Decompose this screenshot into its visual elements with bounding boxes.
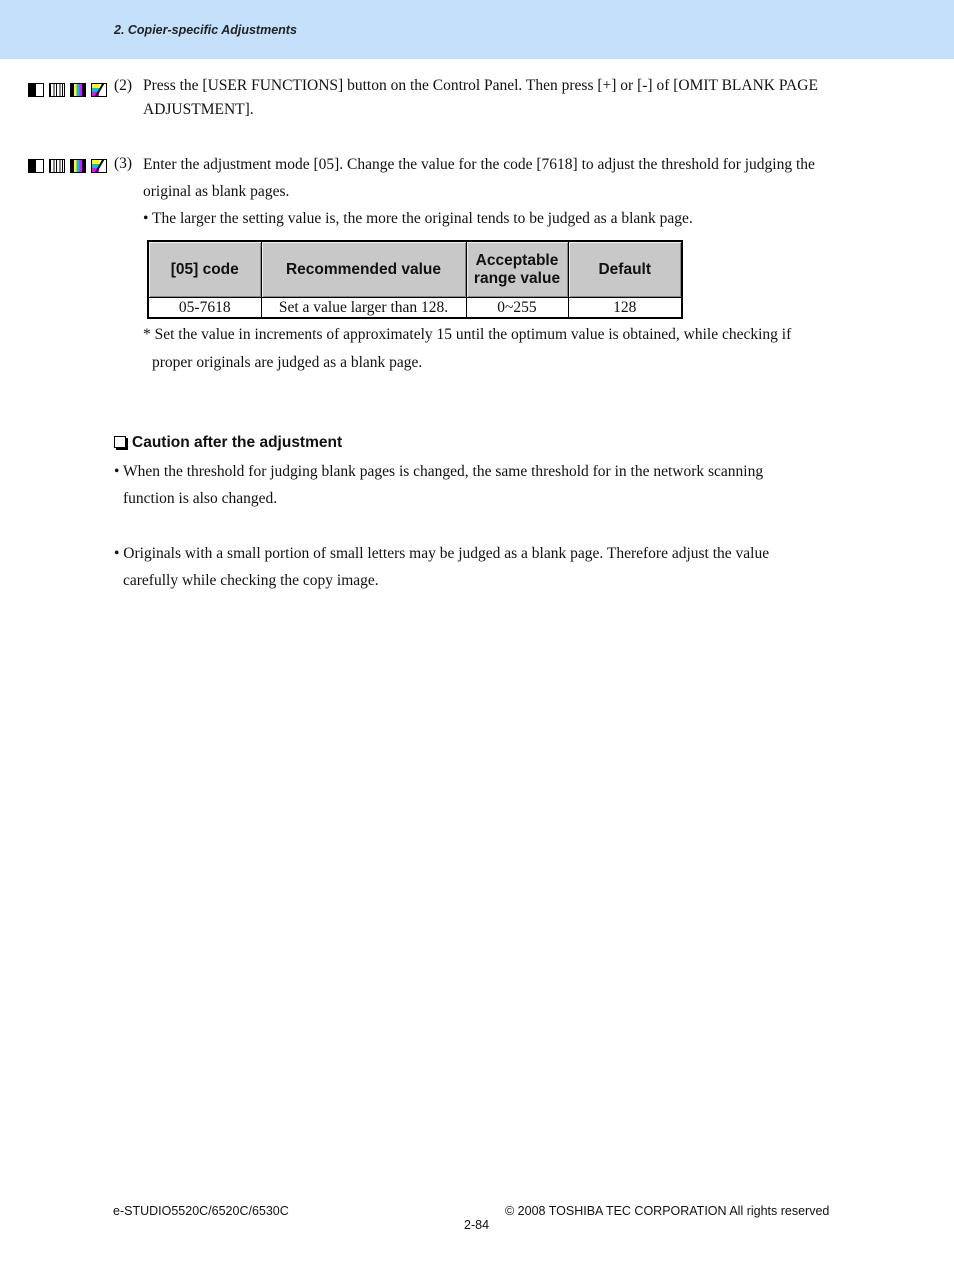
adjustment-table [147,240,683,319]
caution-item-line: function is also changed. [123,490,278,507]
grayscale-mode-icon [49,83,65,97]
table-header-row [148,241,682,298]
step-number: (3) [114,155,133,172]
full-color-mode-icon [70,83,86,97]
caution-item-line: • Originals with a small portion of small letters may be judged as a blank page. Therefore adjust the value [114,545,770,562]
step-text-line: ADJUSTMENT]. [143,101,254,118]
grayscale-mode-icon [49,159,65,173]
step-number: (2) [114,77,133,94]
checkbox-icon [114,436,126,448]
table-cell: 05-7618 [148,298,261,319]
section-title: 2. Copier-specific Adjustments [114,23,297,37]
mode-icons-step-2 [28,83,107,97]
column-header: Recommended value [261,241,466,298]
footer-model: e-STUDIO5520C/6520C/6530C [113,1204,289,1218]
footer-copyright: © 2008 TOSHIBA TEC CORPORATION All rights reserved [505,1204,830,1218]
caution-heading [114,434,342,452]
footer-page-number: 2-84 [464,1218,490,1232]
step-text-line: original as blank pages. [143,183,290,200]
table-cell: 128 [568,298,682,319]
black-mode-icon [28,159,44,173]
step-2-text [143,74,853,122]
page-header [0,0,954,59]
mode-icons-step-3 [28,159,107,173]
table-cell: 0~255 [466,298,568,319]
table-cell: Set a value larger than 128. [261,298,466,319]
step-text-line: Enter the adjustment mode [05]. Change the value for the code [7618] to adjust the threshold for judging the [143,156,815,173]
auto-color-mode-icon [91,159,107,173]
step-bullet: • The larger the setting value is, the more the original tends to be judged as a blank page. [143,210,693,227]
caution-item-line: carefully while checking the copy image. [123,572,379,589]
note-line: * Set the value in increments of approximately 15 until the optimum value is obtained, while checking if [143,326,792,343]
caution-heading-text: Caution after the adjustment [132,434,343,451]
step-3-text [143,151,853,232]
auto-color-mode-icon [91,83,107,97]
step-text-line: Press the [USER FUNCTIONS] button on the Control Panel. Then press [+] or [-] of [OMIT BLANK PAGE [143,77,818,94]
column-header: [05] code [148,241,261,298]
column-header: Default [568,241,682,298]
caution-item-line: • When the threshold for judging blank pages is changed, the same threshold for in the network scanning [114,463,764,480]
note-line: proper originals are judged as a blank page. [152,354,423,371]
full-color-mode-icon [70,159,86,173]
black-mode-icon [28,83,44,97]
table-row [148,298,682,319]
column-header: Acceptable range value [466,241,568,298]
